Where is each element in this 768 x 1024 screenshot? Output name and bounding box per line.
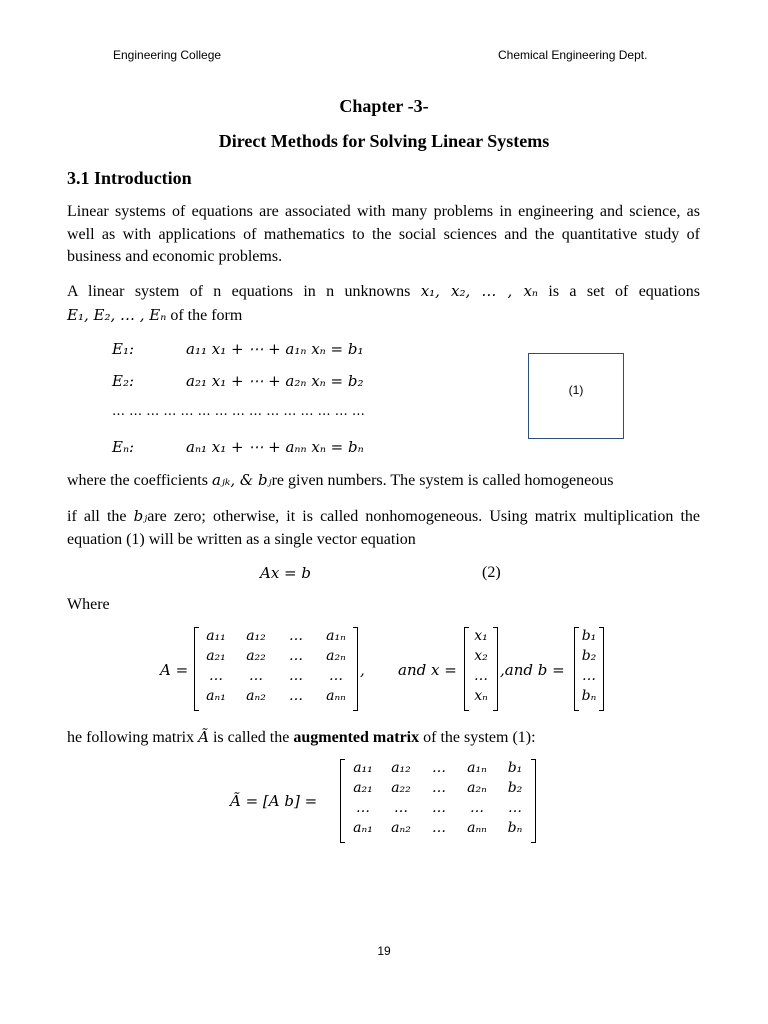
system-dots: … … … … … … … … … … … … … … … [112, 404, 365, 419]
augmented-paragraph [67, 726, 700, 750]
header-right: Chemical Engineering Dept. [498, 48, 648, 62]
unknowns-vector [464, 628, 498, 710]
matrix-cell: … [432, 780, 446, 796]
matrix-cell: a₁ₙ [326, 628, 346, 644]
en-label: Eₙ: [112, 438, 135, 456]
matrix-cell: aₙ₁ [353, 820, 373, 836]
system-definition-paragraph [67, 280, 700, 327]
comma: , [360, 661, 365, 679]
equation-1-label: (1) [568, 383, 584, 397]
para2-text-c: of the form [170, 306, 243, 324]
matrix-cell: a₁₂ [391, 760, 411, 776]
matrix-cell: x₂ [474, 648, 488, 664]
equation-number-box [528, 353, 624, 439]
e1-equation: a₁₁ x₁ + ⋯ + a₁ₙ xₙ = b₁ [186, 340, 364, 358]
para3-text-b: re given numbers. The system is called homogeneous [271, 472, 614, 489]
and-b-label: ,and b = [500, 661, 565, 679]
equations-list: E₁, E₂, … , Eₙ [67, 305, 167, 324]
matrix-cell: … [249, 668, 263, 684]
chapter-title: Direct Methods for Solving Linear Systems [218, 131, 550, 151]
matrix-cell: … [470, 800, 484, 816]
header-left: Engineering College [113, 48, 222, 62]
augmented-matrix [340, 760, 536, 842]
matrix-cell: … [432, 820, 446, 836]
matrix-cell: … [209, 668, 223, 684]
matrix-cell: b₁ [581, 628, 597, 644]
section-heading: 3.1 Introduction [67, 168, 192, 188]
vector-equation: Ax = b [260, 564, 311, 582]
en-equation: aₙ₁ x₁ + ⋯ + aₙₙ xₙ = bₙ [186, 438, 364, 456]
unknowns-list: x₁, x₂, … , xₙ [420, 282, 538, 300]
matrix-cell: aₙₙ [326, 688, 346, 704]
matrix-cell: … [394, 800, 408, 816]
para5-text-c: of the system (1): [423, 729, 536, 746]
matrix-cell: a₁₁ [206, 628, 226, 644]
equation-2-label: (2) [482, 564, 501, 581]
matrix-cell: aₙ₂ [391, 820, 411, 836]
matrix-cell: aₙ₂ [246, 688, 266, 704]
para5-text-a: he following matrix [67, 729, 195, 746]
matrix-cell: x₁ [474, 628, 488, 644]
matrix-cell: … [474, 668, 488, 684]
where-label: Where [67, 596, 110, 613]
matrix-cell: xₙ [474, 688, 488, 704]
e2-equation: a₂₁ x₁ + ⋯ + a₂ₙ xₙ = b₂ [186, 372, 364, 390]
homogeneous-paragraph [67, 505, 700, 551]
matrix-cell: bₙ [507, 820, 523, 836]
matrix-cell: … [289, 688, 303, 704]
matrix-cell: … [289, 668, 303, 684]
chapter-heading: Chapter -3- [339, 96, 429, 116]
b-var: bⱼ [133, 507, 148, 525]
augmented-label: Ã = [A b] = [230, 792, 318, 810]
matrix-cell: a₁₁ [353, 760, 373, 776]
e2-label: E₂: [112, 372, 135, 390]
matrix-cell: a₂ₙ [467, 780, 487, 796]
a-tilde: Ã [198, 728, 209, 746]
and-x-label: and x = [398, 661, 457, 679]
matrix-cell: bₙ [581, 688, 597, 704]
a-matrix-label: A = [160, 661, 189, 679]
matrix-cell: b₂ [507, 780, 523, 796]
matrix-cell: a₂₁ [206, 648, 226, 664]
matrix-cell: a₁₂ [246, 628, 266, 644]
coefficients-paragraph [67, 469, 700, 493]
matrix-cell: a₁ₙ [467, 760, 487, 776]
matrix-cell: … [289, 648, 303, 664]
e1-label: E₁: [112, 340, 135, 358]
matrix-cell: aₙ₁ [206, 688, 226, 704]
para3-text-a: where the coefficients [67, 472, 208, 489]
matrix-cell: … [432, 800, 446, 816]
para5-text-b: is called the [212, 729, 290, 746]
matrix-cell: … [329, 668, 343, 684]
matrix-cell: aₙₙ [467, 820, 487, 836]
matrix-cell: … [582, 668, 596, 684]
matrix-cell: … [289, 628, 303, 644]
para2-text-a: A linear system of n equations in n unknowns [67, 283, 411, 300]
para4-text-b: are zero; otherwise, it is called nonhomogeneous. Using matrix multiplication the equation (1) will be written as a single vector equation [67, 508, 701, 548]
matrix-cell: a₂₂ [391, 780, 411, 796]
coefficient-vars: aⱼₖ, & bⱼ [211, 471, 272, 489]
matrix-cell: b₂ [581, 648, 597, 664]
para2-text-b: is a set of equations [548, 283, 701, 300]
matrix-cell: … [508, 800, 522, 816]
coefficient-matrix [194, 628, 358, 710]
page-number: 19 [377, 944, 391, 958]
para4-text-a: if all the [67, 508, 127, 525]
matrix-cell: a₂₂ [246, 648, 266, 664]
matrix-cell: … [432, 760, 446, 776]
intro-paragraph: Linear systems of equations are associated with many problems in engineering and science, as well as with applications of mathematics to the social sciences and the quantitative study of business and economic problems. [67, 203, 700, 265]
matrix-cell: b₁ [507, 760, 523, 776]
matrix-cell: … [356, 800, 370, 816]
matrix-cell: a₂ₙ [326, 648, 346, 664]
matrix-cell: a₂₁ [353, 780, 373, 796]
augmented-matrix-term: augmented matrix [293, 729, 420, 746]
rhs-vector [574, 628, 604, 710]
